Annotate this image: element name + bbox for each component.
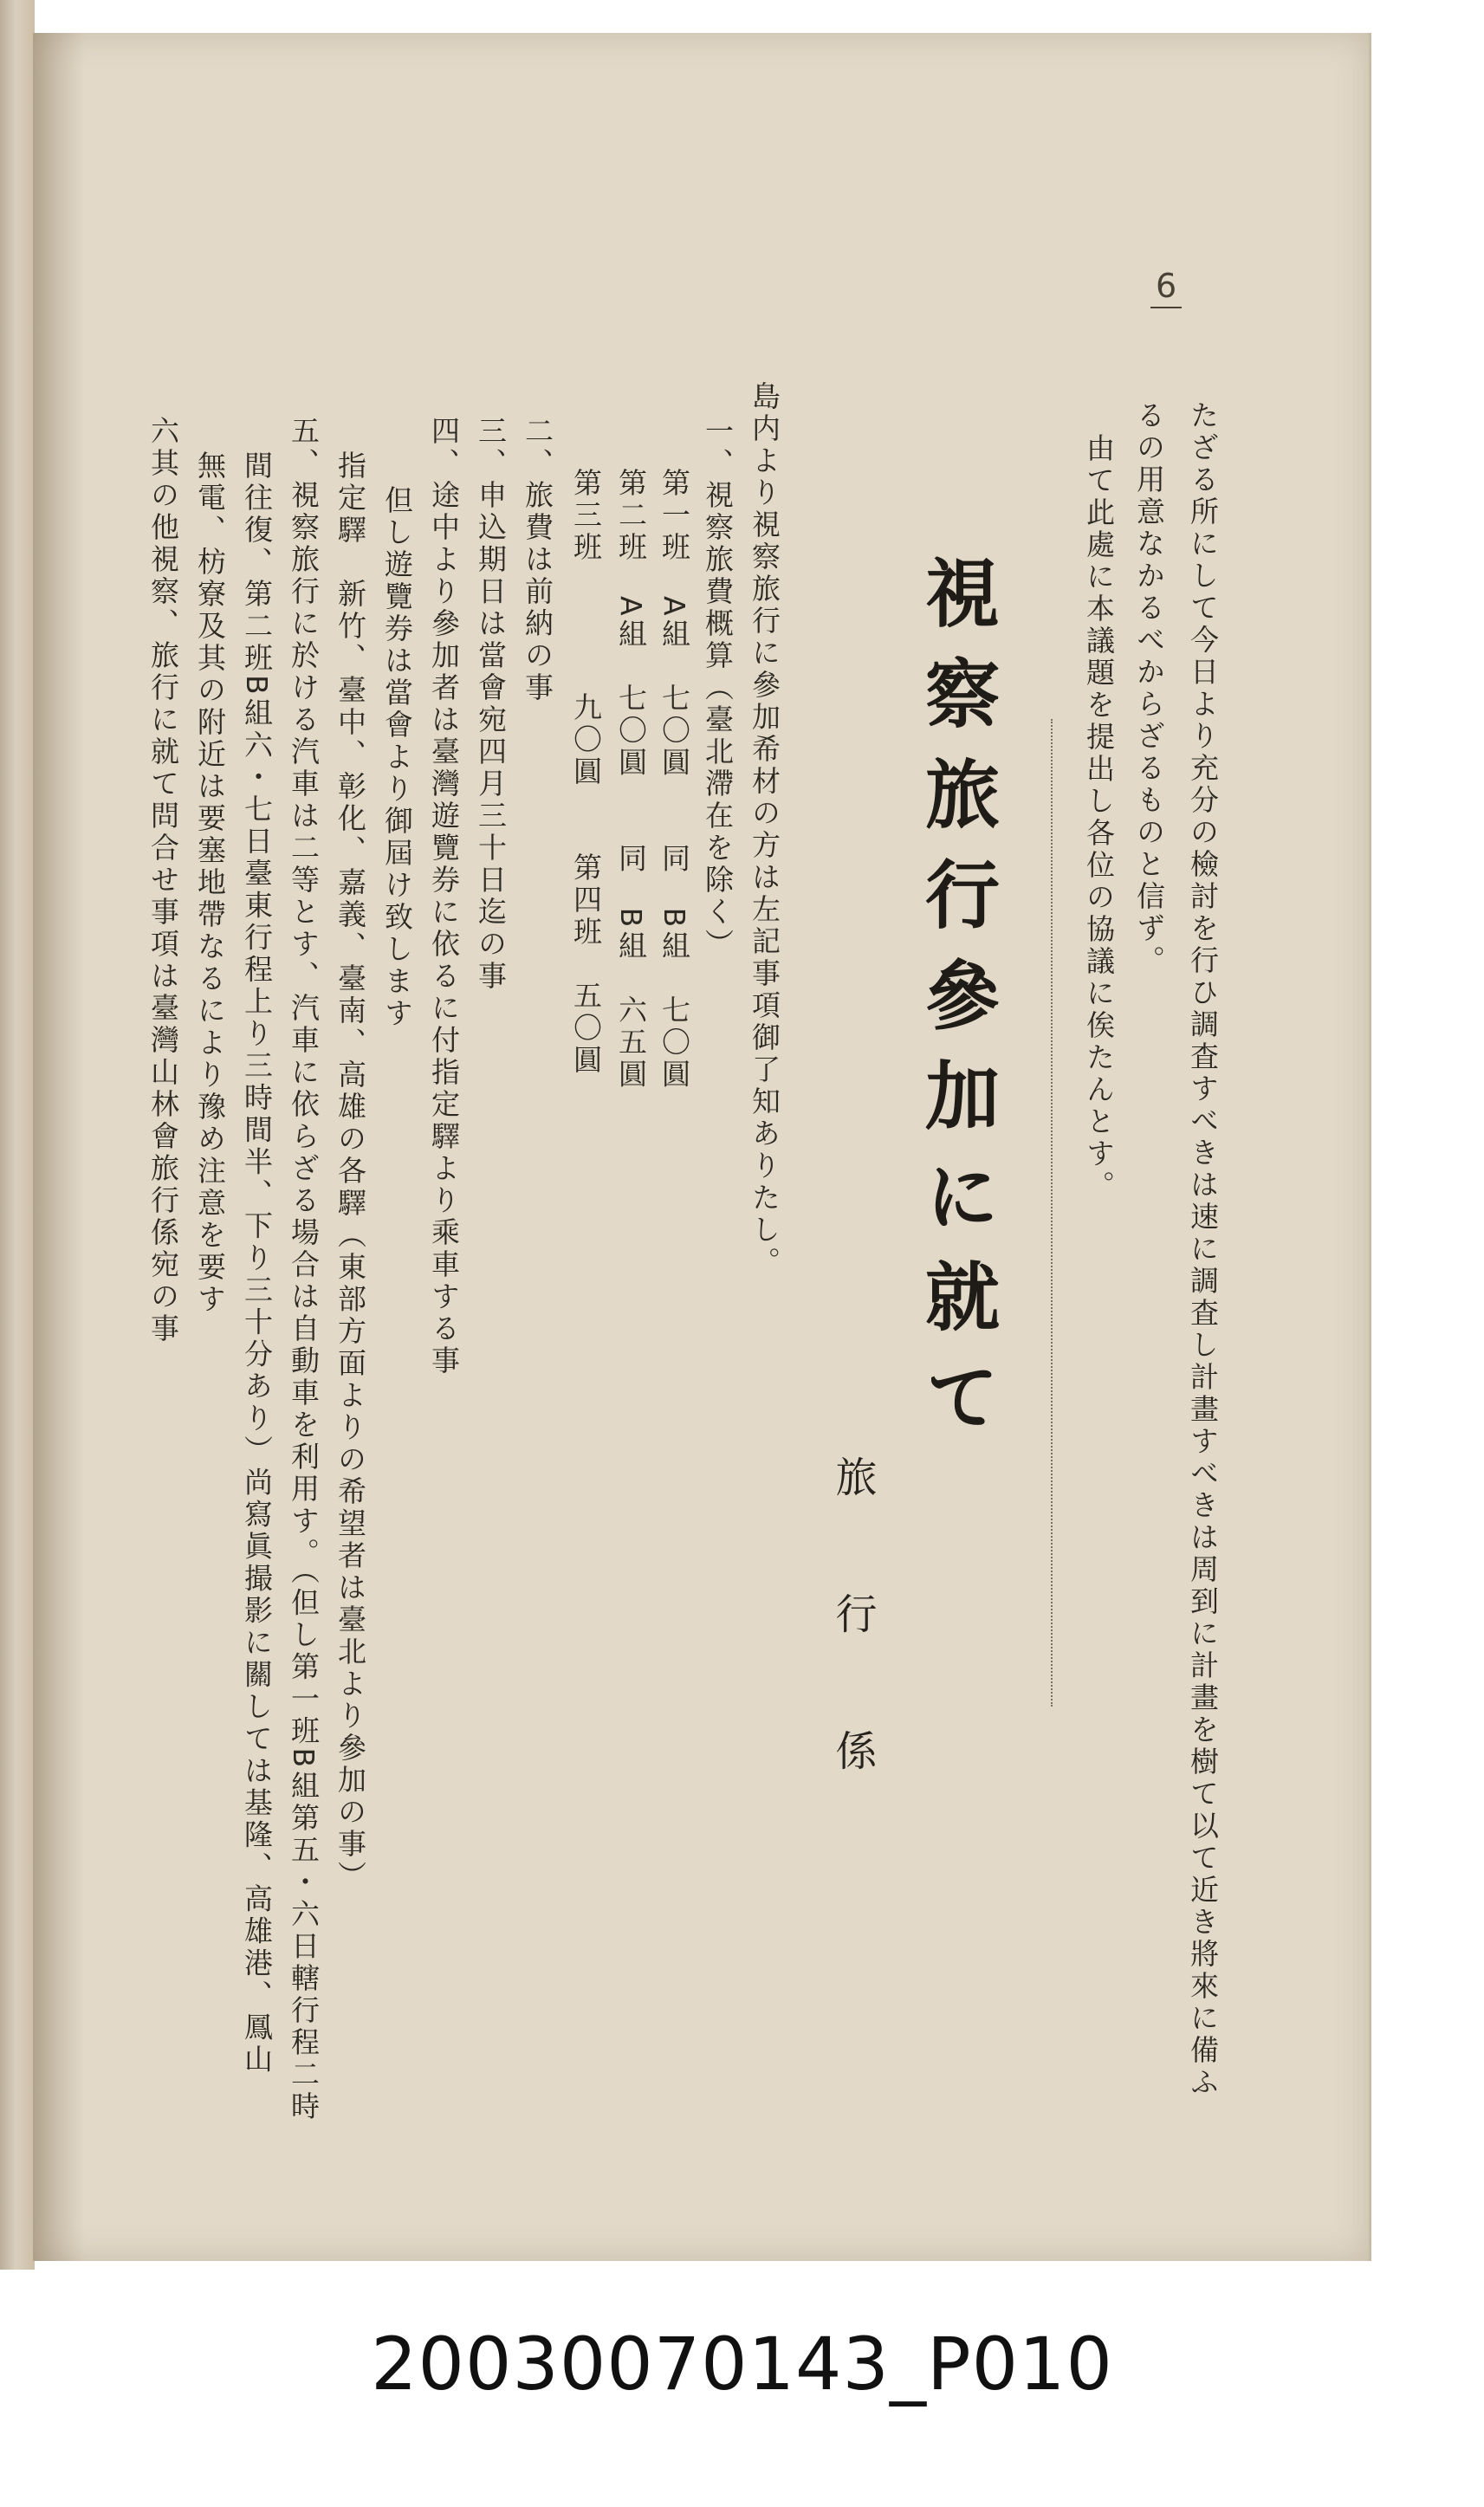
archive-id-caption: 20030070143_P010 (371, 2322, 1113, 2407)
article-line-5: 五、視察旅行に於ける汽車は二等とす、汽車に依らざる場合は自動車を利用す。（但し第一班B組第五・六日轄行程二時 (287, 416, 321, 2124)
book-gutter (0, 0, 35, 2270)
article-line-fare-1: 第一班 A組 七〇圓 同 B組 七〇圓 (658, 468, 691, 1092)
article-line-4: 四、途中より參加者は臺灣遊覽券に依るに付指定驛より乘車する事 (427, 416, 461, 1377)
article-department: 旅行係 (828, 1455, 877, 1866)
article-line-fare-3: 第三班 九〇圓 第四班 五〇圓 (569, 468, 603, 1077)
article-line-4-stations: 指定驛 新竹、臺中、彰化、嘉義、臺南、高雄の各驛（東部方面よりの希望者は臺北より參加の事） (334, 450, 367, 1893)
preface-line-1: たざる所にして今日より充分の檢討を行ひ調査すべきは速に調査し計畫すべきは周到に計畫を樹て以て近き將來に備ふ (1186, 400, 1220, 2099)
paper-page (33, 33, 1371, 2261)
article-line-6: 六其の他視察、旅行に就て問合せ事項は臺灣山林會旅行係宛の事 (146, 416, 180, 1345)
article-line-5-cont2: 無電、枋寮及其の附近は要塞地帶なるにより豫め注意を要す (193, 450, 227, 1316)
spine-shadow (33, 33, 85, 2261)
article-line-2: 二、旅費は前納の事 (521, 416, 554, 704)
article-line-1: 一、視察旅費概算（臺北滯在を除く） (701, 416, 735, 961)
article-line-intro: 島内より視察旅行に參加希材の方は左記事項御了知ありたし。 (748, 381, 781, 1279)
preface-line-2: るの用意なかるべからざるものと信ず。 (1132, 400, 1166, 977)
article-line-3: 三、申込期日は當會宛四月三十日迄の事 (474, 416, 508, 993)
article-line-5-cont: 間往復、第二班B組六・七日臺東行程上り三時間半、下り三十分あり）尚寫眞撮影に關しては基隆、高雄港、鳳山 (240, 450, 274, 2076)
preface-line-3: 由て此處に本議題を提出し各位の協議に俟たんとす。 (1082, 433, 1116, 1202)
article-line-4-note: 但し遊覽券は當會より御屆け致します (380, 485, 414, 1030)
page-number: 6 (1150, 267, 1182, 308)
dotted-separator (1051, 719, 1053, 1707)
article-line-fare-2: 第二班 A組 七〇圓 同 B組 六五圓 (614, 468, 648, 1092)
article-title: 視察旅行參加に就て (912, 554, 999, 1459)
